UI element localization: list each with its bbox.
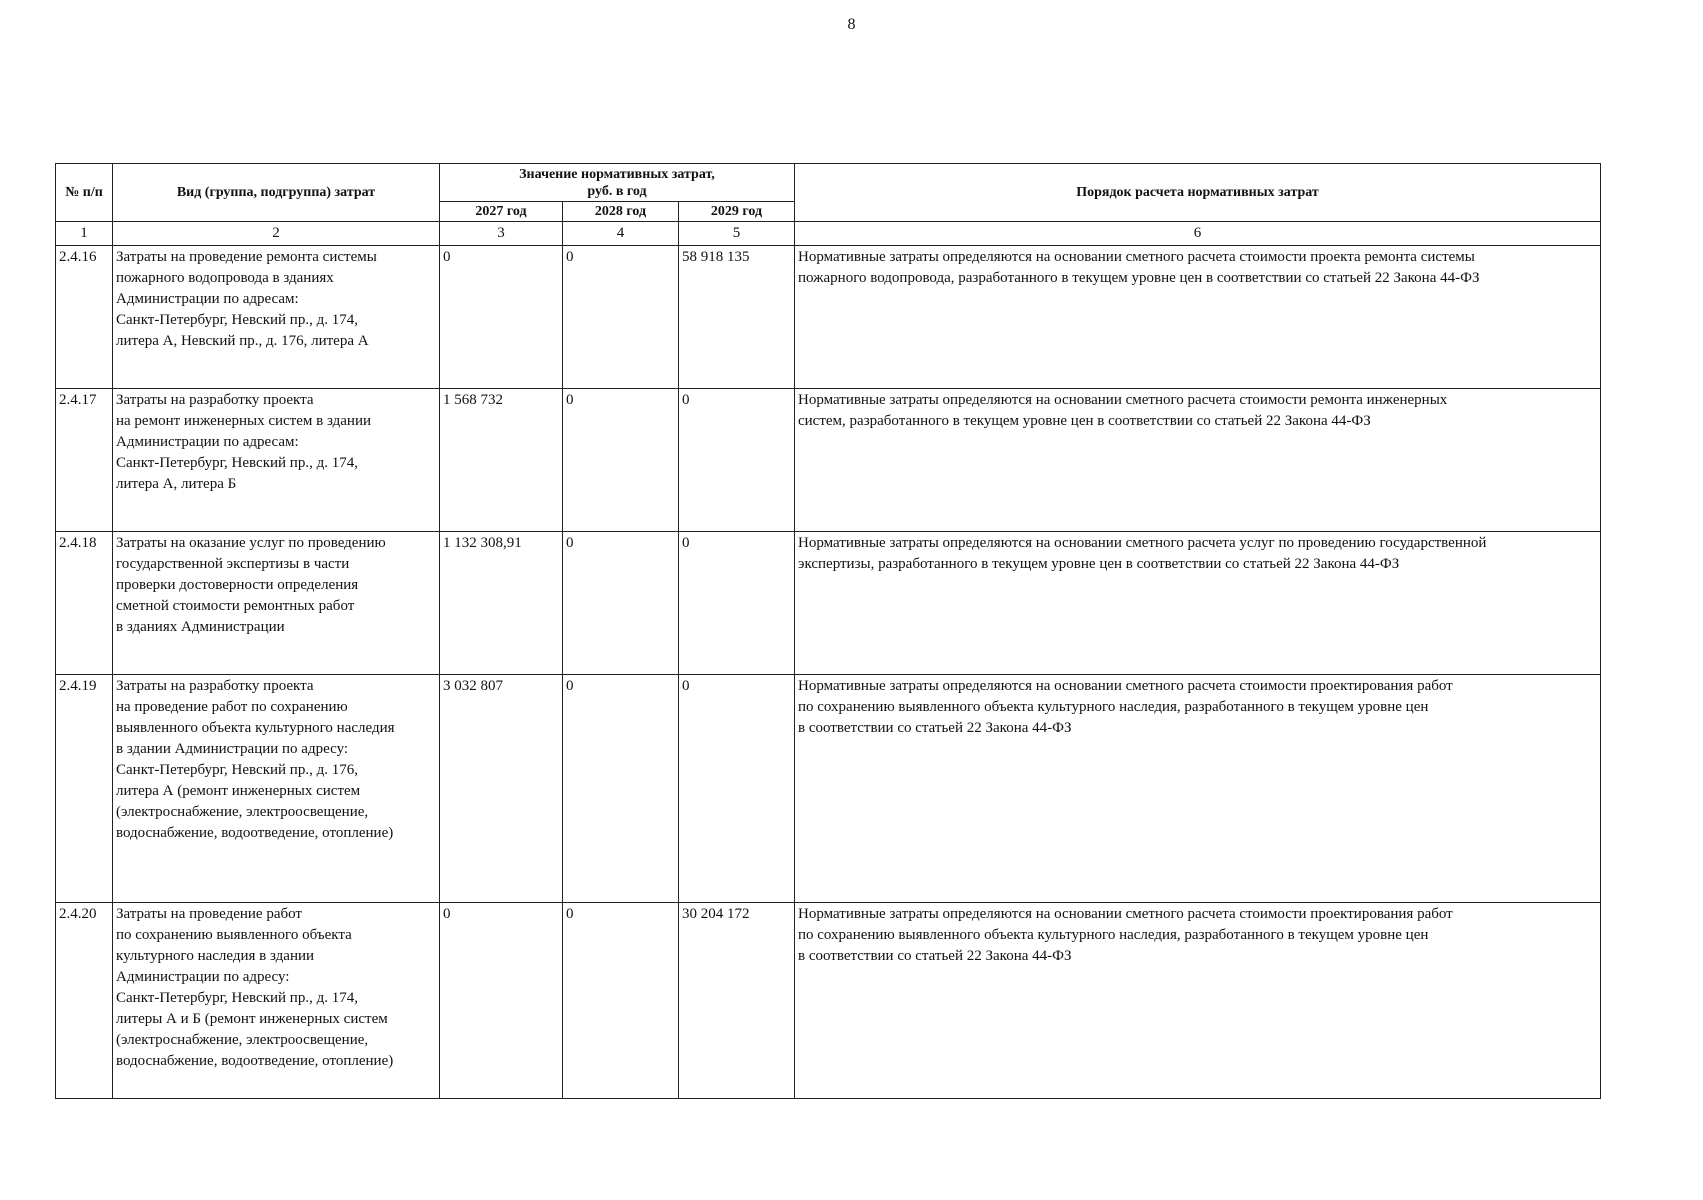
- value-2028: 0: [563, 675, 679, 903]
- cost-type: Затраты на оказание услуг по проведению государственной экспертизы в части проверки достоверности определения сметной стоимости ремонтных работ в зданиях Администрации: [113, 532, 440, 675]
- column-number: 3: [440, 222, 563, 246]
- cost-type: Затраты на проведение ремонта системы пожарного водопровода в зданиях Администрации по адресам: Санкт-Петербург, Невский пр., д. 174, литера А, Невский пр., д. 176, литера А: [113, 246, 440, 389]
- cost-type: Затраты на проведение работ по сохранению выявленного объекта культурного наследия в здании Администрации по адресу: Санкт-Петербург, Невский пр., д. 174, литеры А и Б (ремонт инженерных систем (электроснабжение, электроосвещение, водоснабжение, водоотведение, отопление): [113, 903, 440, 1099]
- header-2027: 2027 год: [440, 202, 563, 222]
- cost-type: Затраты на разработку проекта на ремонт инженерных систем в здании Администрации по адресам: Санкт-Петербург, Невский пр., д. 174, литера А, литера Б: [113, 389, 440, 532]
- value-2029: 0: [679, 389, 795, 532]
- calculation-method: Нормативные затраты определяются на основании сметного расчета стоимости ремонта инженерных систем, разработанного в текущем уровне цен в соответствии со статьей 22 Закона 44-ФЗ: [795, 389, 1601, 532]
- table-row: [56, 903, 1601, 1099]
- column-number: 4: [563, 222, 679, 246]
- row-number: 2.4.16: [56, 246, 113, 389]
- calculation-method: Нормативные затраты определяются на основании сметного расчета стоимости проектирования работ по сохранению выявленного объекта культурного наследия, разработанного в текущем уровне цен в соответствии со статьей 22 Закона 44-ФЗ: [795, 675, 1601, 903]
- value-2028: 0: [563, 532, 679, 675]
- value-2029: 58 918 135: [679, 246, 795, 389]
- column-number: 2: [113, 222, 440, 246]
- table-row: [56, 246, 1601, 389]
- header-values-group: Значение нормативных затрат, руб. в год: [440, 164, 795, 202]
- row-number: 2.4.18: [56, 532, 113, 675]
- value-2029: 0: [679, 675, 795, 903]
- header-num: № п/п: [56, 164, 113, 222]
- header-cost-type: Вид (группа, подгруппа) затрат: [113, 164, 440, 222]
- column-numbers-row: [56, 222, 1601, 246]
- value-2028: 0: [563, 903, 679, 1099]
- value-2029: 0: [679, 532, 795, 675]
- value-2027: 0: [440, 246, 563, 389]
- calculation-method: Нормативные затраты определяются на основании сметного расчета стоимости проекта ремонта системы пожарного водопровода, разработанного в текущем уровне цен в соответствии со статьей 22 Закона 44-ФЗ: [795, 246, 1601, 389]
- row-number: 2.4.17: [56, 389, 113, 532]
- column-number: 6: [795, 222, 1601, 246]
- row-number: 2.4.19: [56, 675, 113, 903]
- value-2027: 3 032 807: [440, 675, 563, 903]
- column-number: 5: [679, 222, 795, 246]
- table-row: [56, 675, 1601, 903]
- header-method: Порядок расчета нормативных затрат: [795, 164, 1601, 222]
- value-2027: 1 132 308,91: [440, 532, 563, 675]
- table-row: [56, 389, 1601, 532]
- value-2028: 0: [563, 389, 679, 532]
- value-2029: 30 204 172: [679, 903, 795, 1099]
- row-number: 2.4.20: [56, 903, 113, 1099]
- cost-type: Затраты на разработку проекта на проведение работ по сохранению выявленного объекта культурного наследия в здании Администрации по адресу: Санкт-Петербург, Невский пр., д. 176, литера А (ремонт инженерных систем (электроснабжение, электроосвещение, водоснабжение, водоотведение, отопление): [113, 675, 440, 903]
- value-2028: 0: [563, 246, 679, 389]
- normative-costs-table: [55, 163, 1601, 1099]
- value-2027: 1 568 732: [440, 389, 563, 532]
- calculation-method: Нормативные затраты определяются на основании сметного расчета услуг по проведению государственной экспертизы, разработанного в текущем уровне цен в соответствии со статьей 22 Закона 44-ФЗ: [795, 532, 1601, 675]
- calculation-method: Нормативные затраты определяются на основании сметного расчета стоимости проектирования работ по сохранению выявленного объекта культурного наследия, разработанного в текущем уровне цен в соответствии со статьей 22 Закона 44-ФЗ: [795, 903, 1601, 1099]
- table-row: [56, 532, 1601, 675]
- value-2027: 0: [440, 903, 563, 1099]
- header-row-top: [56, 164, 1601, 202]
- header-2029: 2029 год: [679, 202, 795, 222]
- header-2028: 2028 год: [563, 202, 679, 222]
- page-number: 8: [847, 16, 856, 33]
- column-number: 1: [56, 222, 113, 246]
